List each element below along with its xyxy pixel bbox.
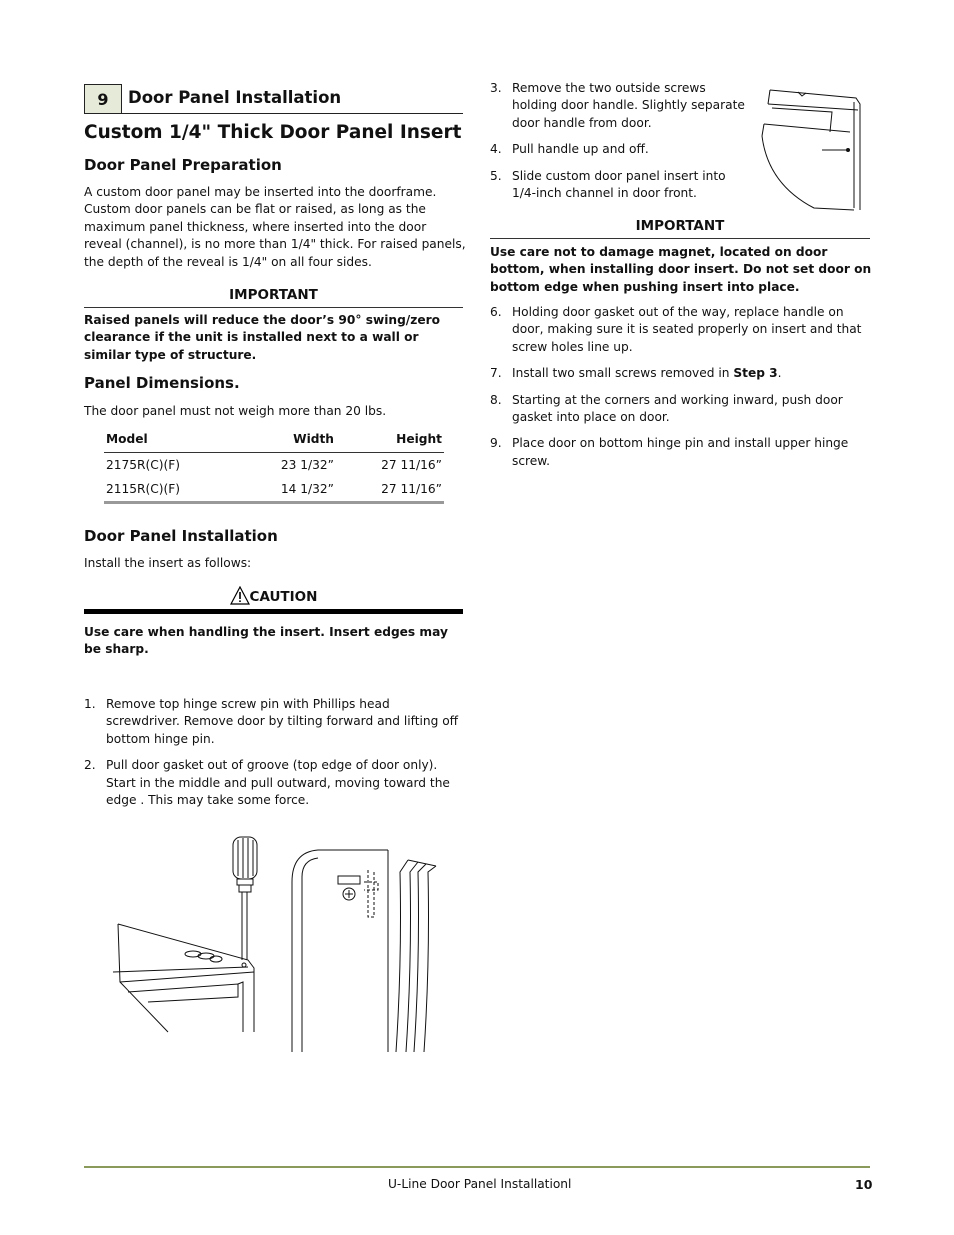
table-header-height: Height — [336, 432, 444, 453]
page-title: Custom 1/4" Thick Door Panel Insert — [84, 122, 462, 143]
door-handle-illustration — [758, 84, 864, 212]
step-text-before: Install two small screws removed in — [512, 366, 734, 381]
step-text-after: . — [777, 366, 782, 381]
table-header-model: Model — [104, 432, 254, 453]
list-item — [490, 141, 745, 158]
step-text: Pull door gasket out of groove (top edge of door only). Start in the middle and pull outward, moving toward the edge . This may take some force. — [106, 758, 450, 808]
important-text-1: Raised panels will reduce the door’s 90° swing/zero clearance if the unit is installed next to a wall or similar type of structure. — [84, 313, 440, 362]
important-text-2: Use care not to damage magnet, located on door bottom, when installing door insert. Do not set door on bottom edge when pushing insert into place. — [490, 245, 872, 294]
table-cell: 2115R(C)(F) — [104, 477, 254, 503]
step-text: Place door on bottom hinge pin and install upper hinge screw. — [512, 436, 849, 468]
step-reference: Step 3 — [733, 366, 778, 381]
important-title-1: IMPORTANT — [229, 287, 318, 303]
steps-list-left — [84, 696, 466, 809]
step-number: 7. — [490, 366, 502, 381]
table-cell: 2175R(C)(F) — [106, 458, 181, 472]
table-header-width: Width — [254, 432, 336, 453]
installation-text: Install the insert as follows: — [84, 556, 252, 570]
list-item — [490, 168, 745, 203]
caution-text: Use care when handling the insert. Insert edges may be sharp. — [84, 625, 448, 657]
section-number: 9 — [97, 89, 109, 109]
table-cell: 14 1/32” — [254, 477, 336, 503]
step-number: 6. — [490, 305, 502, 319]
preparation-text: A custom door panel may be inserted into the doorframe. Custom door panels can be flat or raised, as long as the maximum panel thickness, where inserted into the door reveal (channel), is no more than 1/4" thick. For raised panels, the depth of the reveal is 1/4" on all four sides. — [84, 185, 466, 269]
step-number: 5. — [490, 168, 502, 183]
hinge-removal-illustration — [108, 832, 258, 1042]
step-number: 9. — [490, 436, 502, 451]
list-item — [490, 435, 870, 470]
table-cell: 23 1/32” — [280, 458, 334, 472]
step-number: 4. — [490, 142, 502, 157]
important-title-2: IMPORTANT — [635, 218, 725, 234]
section-title: Door Panel Installation — [128, 88, 342, 107]
step-text: Remove the two outside screws holding door handle. Slightly separate door handle from door. — [512, 81, 745, 130]
step-text: Starting at the corners and working inward, push door gasket into place on door. — [512, 392, 843, 425]
step-text: Slide custom door panel insert into 1/4-inch channel in door front. — [512, 168, 726, 201]
table-row — [104, 477, 444, 503]
list-item — [84, 696, 466, 748]
footer-rule — [84, 1166, 870, 1168]
page-number: 10 — [855, 1177, 873, 1192]
list-item — [84, 757, 466, 809]
caution-heading — [84, 586, 463, 605]
dimensions-table — [104, 432, 444, 504]
step-number: 3. — [490, 81, 502, 95]
installation-title: Door Panel Installation — [84, 527, 278, 545]
important-rule-2 — [490, 238, 870, 239]
gasket-removal-illustration — [278, 842, 448, 1054]
step-number: 1. — [84, 697, 96, 711]
list-item — [490, 392, 870, 427]
table-row — [104, 453, 444, 478]
section-number-box — [84, 84, 122, 114]
step-text: Pull handle up and off. — [512, 142, 649, 157]
caution-title: CAUTION — [249, 589, 318, 605]
step-text: Holding door gasket out of the way, replace handle on door, making sure it is seated properly on insert and that screw holes line up. — [512, 305, 862, 354]
table-cell: 27 11/16” — [381, 458, 442, 472]
caution-rule — [84, 609, 463, 614]
preparation-title: Door Panel Preparation — [84, 156, 282, 174]
list-item — [490, 365, 870, 382]
section-rule — [122, 113, 463, 114]
steps-list-right-top — [490, 80, 745, 202]
dimensions-text: The door panel must not weigh more than 20 lbs. — [84, 404, 387, 418]
steps-list-right-bottom — [490, 304, 870, 470]
list-item — [490, 80, 745, 132]
step-text: Remove top hinge screw pin with Phillips head screwdriver. Remove door by tilting forward and lifting off bottom hinge pin. — [106, 697, 459, 746]
list-item — [490, 304, 870, 356]
table-cell: 27 11/16” — [336, 477, 444, 503]
dimensions-title: Panel Dimensions. — [84, 374, 240, 392]
important-rule-1 — [84, 307, 463, 308]
footer-text: U-Line Door Panel Installationl — [388, 1177, 572, 1191]
step-number: 2. — [84, 758, 96, 773]
warning-triangle-icon — [230, 586, 250, 605]
step-number: 8. — [490, 392, 502, 407]
table-header-row — [104, 432, 444, 453]
